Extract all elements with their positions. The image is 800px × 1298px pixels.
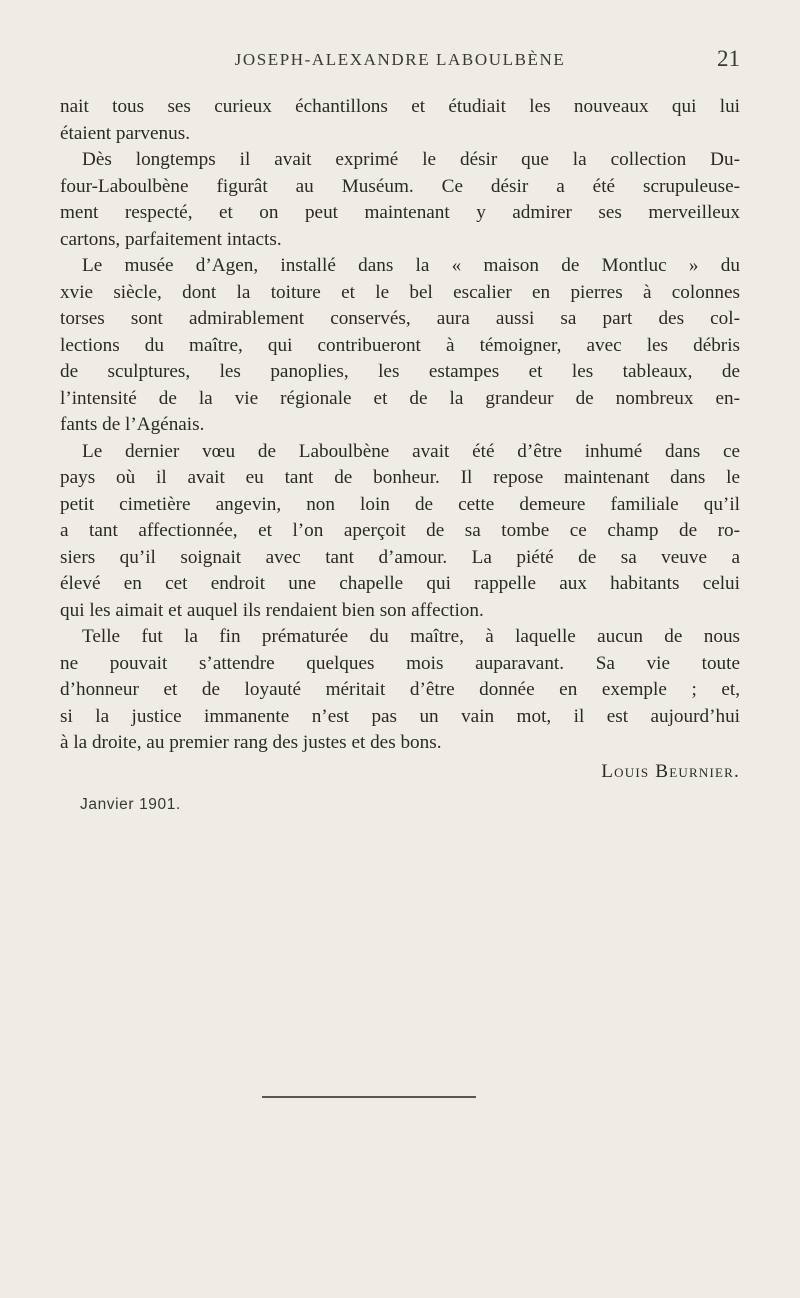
text-line: four-Laboulbène figurât au Muséum. Ce désir a été scrupuleuse-: [60, 175, 740, 197]
text-line: Le musée d’Agen, installé dans la « maison de Montluc » du: [82, 255, 740, 276]
page-number: 21: [717, 46, 740, 71]
footer-rule: [262, 1096, 476, 1098]
text-line: Dès longtemps il avait exprimé le désir que la collection Du-: [82, 149, 740, 170]
text-line: ment respecté, et on peut maintenant y admirer ses merveilleux: [60, 202, 740, 223]
text-line: xvie siècle, dont la toiture et le bel escalier en pierres à colonnes: [60, 281, 740, 303]
text-line: torses sont admirablement conservés, aura aussi sa part des col-: [60, 308, 740, 329]
text-line: pays où il avait eu tant de bonheur. Il repose maintenant dans le: [60, 467, 740, 488]
running-title: JOSEPH-ALEXANDRE LABOULBÈNE: [234, 50, 566, 69]
date-line: Janvier 1901.: [80, 796, 181, 813]
text-line: d’honneur et de loyauté méritait d’être donnée en exemple ; et,: [60, 679, 740, 700]
text-line: petit cimetière angevin, non loin de cette demeure familiale qu’il: [60, 493, 740, 515]
text-line: lections du maître, qui contribueront à témoigner, avec les débris: [60, 334, 740, 356]
body-text: [60, 94, 740, 757]
text-line: a tant affectionnée, et l’on aperçoit de sa tombe ce champ de ro-: [60, 520, 740, 541]
text-line: Le dernier vœu de Laboulbène avait été d’être inhumé dans ce: [82, 440, 740, 462]
text-line: si la justice immanente n’est pas un vain mot, il est aujourd’hui: [60, 705, 740, 727]
text-line: nait tous ses curieux échantillons et étudiait les nouveaux qui lui: [60, 96, 740, 117]
text-line: élevé en cet endroit une chapelle qui rappelle aux habitants celui: [60, 573, 740, 594]
text-line: cartons, parfaitement intacts.: [60, 228, 282, 250]
text-line: à la droite, au premier rang des justes et des bons.: [60, 732, 442, 753]
text-line: étaient parvenus.: [60, 122, 190, 144]
author-signature: Louis Beurnier.: [601, 761, 740, 782]
text-line: siers qu’il soignait avec tant d’amour. La piété de sa veuve a: [60, 546, 740, 568]
text-line: fants de l’Agénais.: [60, 414, 205, 435]
text-line: Telle fut la fin prématurée du maître, à laquelle aucun de nous: [82, 626, 740, 647]
text-line: ne pouvait s’attendre quelques mois auparavant. Sa vie toute: [60, 652, 740, 674]
text-line: qui les aimait et auquel ils rendaient bien son affection.: [60, 599, 484, 621]
running-header: [60, 46, 740, 76]
text-line: de sculptures, les panoplies, les estampes et les tableaux, de: [60, 361, 740, 382]
text-line: l’intensité de la vie régionale et de la grandeur de nombreux en-: [60, 387, 740, 409]
